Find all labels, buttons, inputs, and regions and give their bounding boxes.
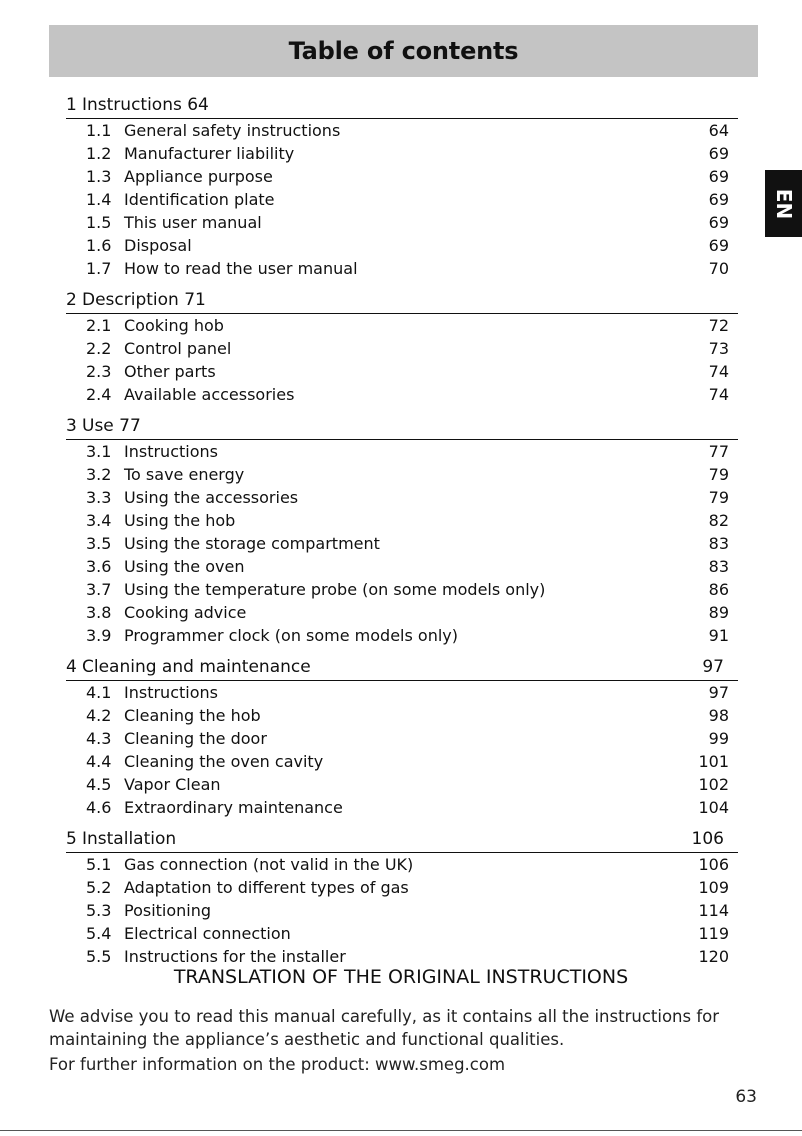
entry-number: 1.7 (86, 259, 112, 278)
entry-label: Cleaning the oven cavity (124, 752, 324, 771)
entry-label: How to read the user manual (124, 259, 358, 278)
entry-label: Adaptation to different types of gas (124, 878, 409, 897)
toc-section (66, 411, 738, 647)
entry-label: Instructions for the installer (124, 947, 346, 966)
entry-label: Instructions (124, 442, 218, 461)
entry-label: Vapor Clean (124, 775, 221, 794)
toc-entry[interactable] (66, 486, 738, 509)
entry-number: 5.3 (86, 901, 112, 920)
toc-entry[interactable] (66, 899, 738, 922)
toc-entry[interactable] (66, 853, 738, 876)
entry-label: Cooking hob (124, 316, 224, 335)
entry-number: 1.1 (86, 121, 112, 140)
toc-entry[interactable] (66, 555, 738, 578)
page-title: Table of contents (288, 37, 519, 65)
toc-section-heading[interactable] (66, 90, 738, 119)
translation-notice: TRANSLATION OF THE ORIGINAL INSTRUCTIONS (173, 966, 629, 988)
bottom-rule (0, 1130, 802, 1131)
toc-section (66, 285, 738, 406)
toc-section (66, 824, 738, 968)
info-paragraph: For further information on the product: www.smeg.com (49, 1055, 506, 1074)
toc-entry[interactable] (66, 704, 738, 727)
entry-page: 109 (698, 878, 729, 897)
entry-page: 69 (708, 213, 729, 232)
entry-number: 5.4 (86, 924, 112, 943)
toc-entry[interactable] (66, 188, 738, 211)
toc-entry[interactable] (66, 383, 738, 406)
entry-page: 69 (708, 236, 729, 255)
toc-section-heading[interactable] (66, 411, 738, 440)
entry-label: Electrical connection (124, 924, 291, 943)
section-number: 5 (66, 829, 77, 849)
entry-page: 70 (708, 259, 729, 278)
entry-page: 101 (698, 752, 729, 771)
toc-entry[interactable] (66, 578, 738, 601)
entry-label: Extraordinary maintenance (124, 798, 343, 817)
section-label: Description 71 (82, 290, 206, 310)
toc-entry[interactable] (66, 257, 738, 280)
toc-entry[interactable] (66, 440, 738, 463)
entry-number: 2.3 (86, 362, 112, 381)
entry-label: Manufacturer liability (124, 144, 295, 163)
entry-label: Using the hob (124, 511, 236, 530)
entry-number: 4.6 (86, 798, 112, 817)
entry-page: 104 (698, 798, 729, 817)
entry-label: Using the temperature probe (on some models only) (124, 580, 546, 599)
entry-page: 114 (698, 901, 729, 920)
entry-page: 86 (708, 580, 729, 599)
entry-label: Using the accessories (124, 488, 299, 507)
toc-entry[interactable] (66, 750, 738, 773)
entry-number: 3.9 (86, 626, 112, 645)
language-tab-label: EN (771, 188, 796, 219)
entry-label: Appliance purpose (124, 167, 273, 186)
table-of-contents (66, 90, 738, 973)
entry-number: 3.3 (86, 488, 112, 507)
section-label: Cleaning and maintenance (82, 657, 311, 677)
entry-label: Gas connection (not valid in the UK) (124, 855, 414, 874)
entry-page: 73 (708, 339, 729, 358)
entry-number: 4.1 (86, 683, 112, 702)
entry-label: Other parts (124, 362, 216, 381)
toc-entry[interactable] (66, 624, 738, 647)
toc-entry[interactable] (66, 463, 738, 486)
entry-number: 2.2 (86, 339, 112, 358)
entry-page: 83 (708, 534, 729, 553)
entry-page: 72 (708, 316, 729, 335)
entry-label: Control panel (124, 339, 232, 358)
toc-section (66, 652, 738, 819)
entry-number: 1.4 (86, 190, 112, 209)
entry-label: Programmer clock (on some models only) (124, 626, 459, 645)
entry-number: 1.2 (86, 144, 112, 163)
entry-number: 5.2 (86, 878, 112, 897)
entry-label: Cooking advice (124, 603, 247, 622)
toc-entry[interactable] (66, 532, 738, 555)
page-number: 63 (735, 1087, 757, 1107)
toc-entry[interactable] (66, 234, 738, 257)
section-label: Use 77 (82, 416, 141, 436)
toc-entry[interactable] (66, 922, 738, 945)
entry-page: 82 (708, 511, 729, 530)
entry-label: To save energy (124, 465, 245, 484)
section-number: 3 (66, 416, 77, 436)
toc-entry[interactable] (66, 796, 738, 819)
toc-section-heading[interactable] (66, 824, 738, 853)
toc-section (66, 90, 738, 280)
toc-entry[interactable] (66, 681, 738, 704)
entry-page: 69 (708, 167, 729, 186)
entry-label: Cleaning the hob (124, 706, 261, 725)
entry-number: 3.4 (86, 511, 112, 530)
section-page: 106 (691, 829, 724, 849)
section-page: 97 (702, 657, 724, 677)
entry-label: Identification plate (124, 190, 275, 209)
toc-entry[interactable] (66, 211, 738, 234)
advice-paragraph: We advise you to read this manual carefully, as it contains all the instructions for maintaining the appliance’s aesthetic and functional qualities. (49, 1007, 720, 1049)
toc-entry[interactable] (66, 601, 738, 624)
entry-label: Instructions (124, 683, 218, 702)
section-number: 2 (66, 290, 77, 310)
entry-number: 5.1 (86, 855, 112, 874)
toc-entry[interactable] (66, 337, 738, 360)
entry-number: 2.1 (86, 316, 112, 335)
entry-page: 64 (708, 121, 729, 140)
section-label: Instructions 64 (82, 95, 209, 115)
entry-page: 77 (708, 442, 729, 461)
toc-section-heading[interactable] (66, 652, 738, 681)
toc-entry[interactable] (66, 945, 738, 968)
entry-label: Positioning (124, 901, 212, 920)
entry-page: 120 (698, 947, 729, 966)
entry-number: 1.5 (86, 213, 112, 232)
toc-entry[interactable] (66, 773, 738, 796)
entry-page: 74 (708, 385, 729, 404)
entry-label: Disposal (124, 236, 192, 255)
entry-label: Cleaning the door (124, 729, 267, 748)
toc-entry[interactable] (66, 142, 738, 165)
toc-entry[interactable] (66, 119, 738, 142)
entry-number: 3.6 (86, 557, 112, 576)
toc-entry[interactable] (66, 727, 738, 750)
entry-label: General safety instructions (124, 121, 341, 140)
entry-number: 3.1 (86, 442, 112, 461)
section-number: 1 (66, 95, 77, 115)
entry-number: 3.7 (86, 580, 112, 599)
entry-page: 69 (708, 190, 729, 209)
entry-number: 4.5 (86, 775, 112, 794)
entry-page: 119 (698, 924, 729, 943)
entry-page: 83 (708, 557, 729, 576)
language-tab (765, 170, 802, 237)
entry-number: 1.3 (86, 167, 112, 186)
entry-number: 3.2 (86, 465, 112, 484)
entry-page: 99 (708, 729, 729, 748)
section-label: Installation (82, 829, 177, 849)
entry-page: 91 (708, 626, 729, 645)
entry-number: 3.8 (86, 603, 112, 622)
entry-label: Available accessories (124, 385, 295, 404)
entry-number: 5.5 (86, 947, 112, 966)
entry-label: Using the storage compartment (124, 534, 380, 553)
entry-number: 4.2 (86, 706, 112, 725)
entry-label: Using the oven (124, 557, 245, 576)
toc-entry[interactable] (66, 314, 738, 337)
entry-page: 74 (708, 362, 729, 381)
entry-number: 4.3 (86, 729, 112, 748)
toc-entry[interactable] (66, 360, 738, 383)
entry-page: 89 (708, 603, 729, 622)
toc-entry[interactable] (66, 509, 738, 532)
toc-section-heading[interactable] (66, 285, 738, 314)
section-number: 4 (66, 657, 77, 677)
entry-page: 97 (708, 683, 729, 702)
toc-entry[interactable] (66, 876, 738, 899)
entry-page: 102 (698, 775, 729, 794)
entry-page: 69 (708, 144, 729, 163)
entry-page: 79 (708, 488, 729, 507)
entry-page: 79 (708, 465, 729, 484)
entry-number: 3.5 (86, 534, 112, 553)
entry-number: 1.6 (86, 236, 112, 255)
toc-entry[interactable] (66, 165, 738, 188)
entry-number: 2.4 (86, 385, 112, 404)
entry-page: 106 (698, 855, 729, 874)
entry-number: 4.4 (86, 752, 112, 771)
title-bar (49, 25, 758, 77)
entry-page: 98 (708, 706, 729, 725)
entry-label: This user manual (124, 213, 262, 232)
